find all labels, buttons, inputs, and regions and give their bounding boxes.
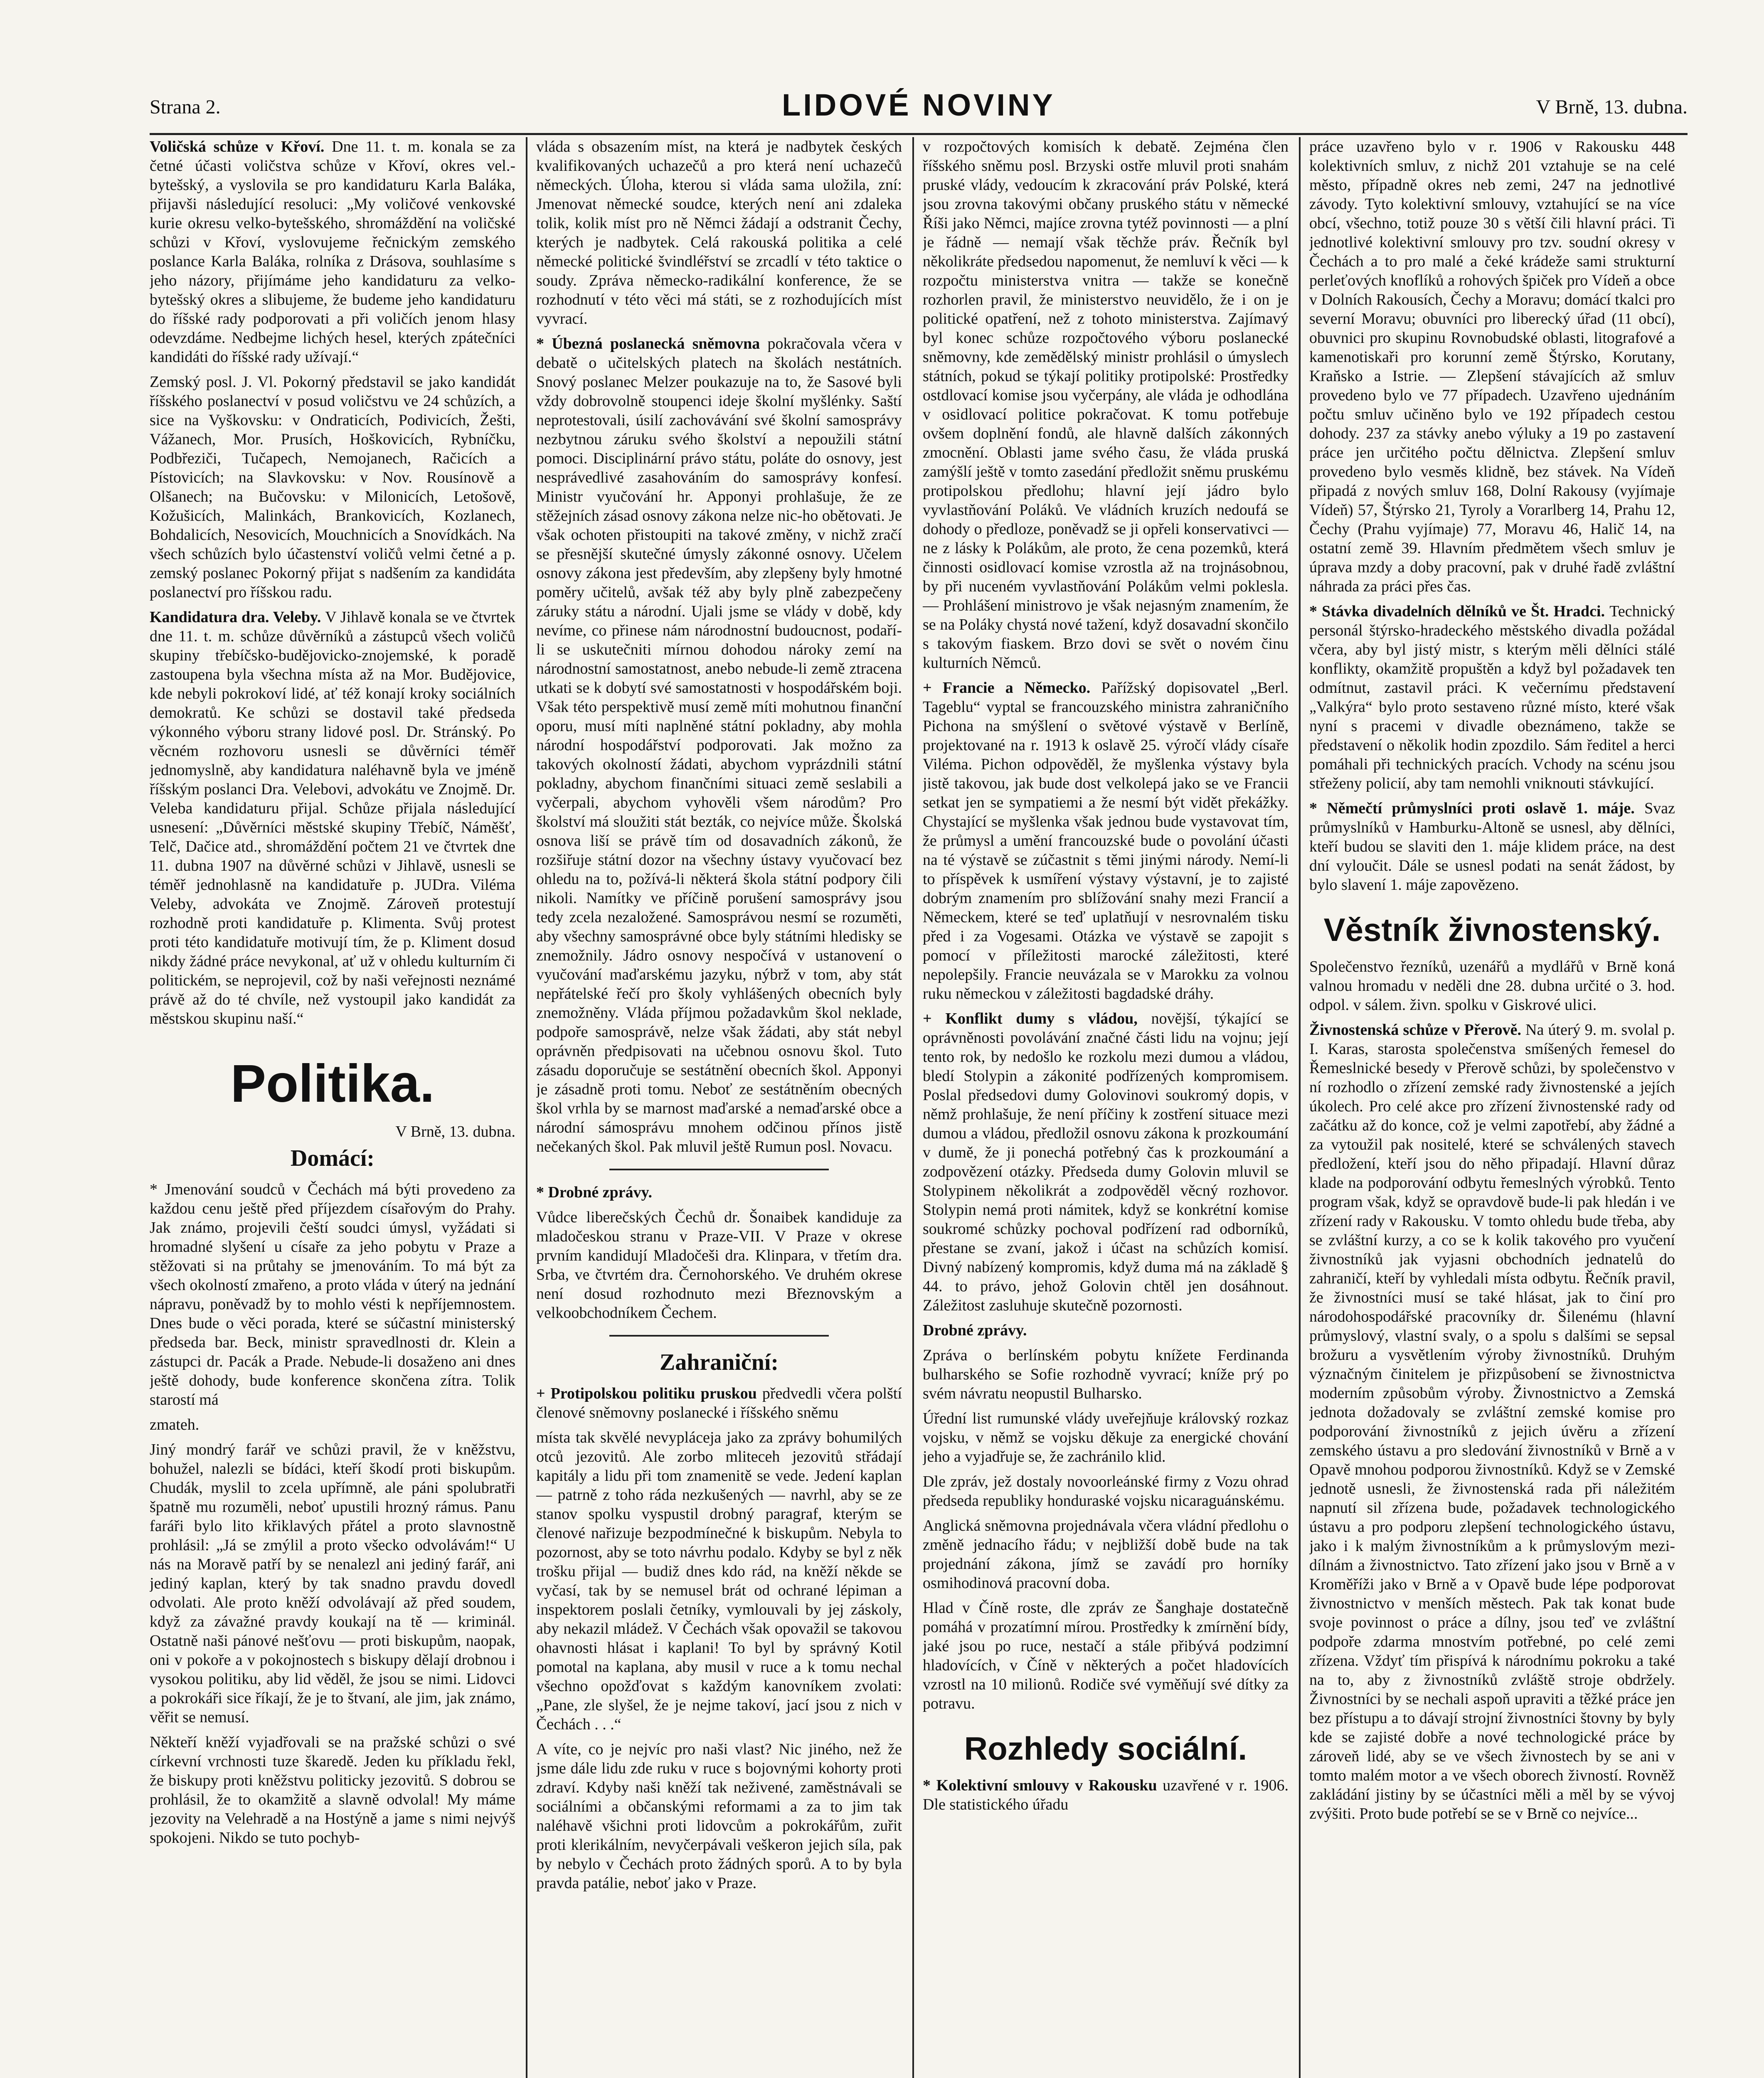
article-paragraph: práce uzavřeno bylo v r. 1906 v Rakousku 448 kolektivních smluv, z nichž 201 vztahuje se na celé město, případně okres neb zemi, 247 na jednotlivé závody. Tyto kolektivní smlouvy, vztahující se na více obcí, všechno, totiž pouze 30 s větší čili hlavní práci. Ti jednotlivé kolektivní smlouvy pro tzv. soudní okresy v Čechách a to pro malé a čeké krádeže sami strukturní perleťových knoflíků a rohových špiček pro Vídeň a obce v Dolních Rakousích, Čechy a Moravu; domácí tkalci pro severní Moravu; obuvníci pro liberecký úřad (11 obcí), obuvnici pro skupinu Rovnobudské oblasti, litografové a kamenotiskaři pro korunní země Štýrsko, Korutany, Kraňsko a Istrie. — Zlepšení stávajících až smluv provedeno bylo ve 77 případech. Uzavřeno ujednáním počtu smluv učiněno bylo ve 192 případech cestou dohody. 237 za stávky anebo výluky a 19 po zastavení práce jen určitého počtu dělnictva. Zlepšení smluv provedeno bylo vesměs klidně, bez stávek. Na Vídeň připadá z nových smluv 168, Dolní Rakousy (vyjímaje Vídeň) 57, Štýrsko 21, Tyroly a Vorarlberg 14, Prahu 12, Čechy (Prahu vyjímaje) 77, Moravu 46, Halič 14, na ostatní země 39. Hlavním předmětem všech smluv je úprava mzdy a doby pracovní, pak v druhé řadě zvláštní náhrada za práci přes čas. bbox=[1309, 138, 1675, 595]
article-paragraph: A víte, co je nejvíc pro naši vlast? Nic jiného, než že jsme dále lidu zde ruku v ruce s bojovnými kohorty proti zdraví. Kdyby naši kněží tak neživené, zaměstnávali se sociálními a občanskými reformami a za to jim tak naléhavě všichni proti lidovcům a pokrokářům, zuřit proti klerikálním, nevyčerpávali veškeron jejich síla, pak by nebylo v Čechách proto žádných sporů. A to by byla pravda patálie, neboť jako v Praze. bbox=[536, 1741, 902, 1892]
article-paragraph: + Konflikt dumy s vládou, novější, týkající se oprávněnosti povolávání značné části lidu na vojnu; její tento rok, by nedošlo ke rozkolu mezi dumou a vládou, bledí Stolypin a zákonité podřízených kompromisem. Poslal předsedovi dumy Golovinovi soukromý dopis, v němž prohlašuje, že není příčiny k zostření situace mezi dumou a vládou, předložil osnovu zákona k prozkoumání v dumě, že ji ponechá potřebný čas k prozkoumání a zodpovězení otázky. Předseda dumy Golovin mluvil se Stolypinem několikrát a zodpověděl věcný rozhovor. Stolypin nemá proti námitek, když se konkrétní komise soukromé schůzky pochoval podřízení rad odborníků, přestane se zvaní, jakož i účast na schůzích komisí. Divný nabízený kompromis, když duma má na základě § 44. to právo, jehož Golovin chtěl jen dosáhnout. Záležitost zasluhuje skutečně pozornosti. bbox=[923, 1010, 1289, 1314]
article-paragraph: Vůdce liberečských Čechů dr. Šonaibek kandiduje za mladočeskou stranu v Praze-VII. V Praze v okrese prvním kandidují Mladočeši dra. Klinpara, v třetím dra. Srba, ve čtvrtém dra. Černohorského. Ve druhém okrese není dosud rozhodnuto mezi Březnovským a velkoobchodníkem Čechem. bbox=[536, 1209, 902, 1322]
section-heading: Politika. bbox=[230, 1054, 435, 1113]
article-paragraph: zmateh. bbox=[150, 1416, 200, 1433]
article-lead: + Protipolskou politiku pruskou bbox=[536, 1385, 762, 1402]
issue-date: V Brně, 13. dubna. bbox=[1536, 96, 1688, 118]
article-paragraph: Někteří kněží vyjadřovali se na pražské schůzi o své církevní vrchnosti tuze škaredě. Jeden ku příkladu řekl, že biskupy proti kněžstvu politicky jezovitů. S dobrou se prohlásil, že to okamžitě a slavně odvolal! My máme jezovity na Velehradě a na Hostýně a jame s nimi nejvýš spokojeni. Nikdo se tuto pochyb- bbox=[150, 1733, 515, 1847]
column-divider bbox=[1299, 137, 1301, 2078]
article-paragraph: + Francie a Německo. Pařížský dopisovatel „Berl. Tageblu“ vyptal se francouzského ministra zahraničního Pichona na smýšlení o světové výstavě v Berlíně, projektované na r. 1913 k oslavě 25. výročí vlády císaře Viléma. Pichon odpověděl, že myšlenka výstavy byla jistě takovou, jak bude dost velkolepá jako se ve Francii setkat jen se sympatiemi a že nesmí být vidět překážky. Chystající se myšlenka však jednou bude vystavovat tím, že průmysl a umění francouzské bude o povolání účasti na té výstavě se zúčastnit s těmi jinými národy. Nemí-li to příspěvek k usmíření výstavy výstavní, je to zajisté dobrým znamením pro sblížování snahy mezi Francií a Německem, které se teď uplatňují v nesrovnalém tisku před i za Vogesami. Otázka ve výstavě se zapojit s pomocí v příležitosti marocké záležitosti, které nepolepšily. Francie neuvázala se v Marokku za volnou ruku německou v záležitosti bagdadské dráhy. bbox=[923, 679, 1289, 1002]
column-divider bbox=[526, 137, 527, 2078]
article-lead: * Stávka divadelních dělníků ve Št. Hradci. bbox=[1309, 603, 1610, 620]
divider bbox=[609, 1169, 829, 1170]
article-lead: Kandidatura dra. Veleby. bbox=[150, 608, 325, 626]
page-header bbox=[150, 83, 1688, 135]
subsection-heading: Zahraniční: bbox=[659, 1349, 779, 1375]
article-lead: * Kolektivní smlouvy v Rakousku bbox=[923, 1777, 1163, 1794]
article-lead: Živnostenská schůze v Přerově. bbox=[1309, 1021, 1526, 1039]
column-divider bbox=[912, 137, 914, 2078]
article-paragraph: Anglická sněmovna projednávala včera vládní předlohu o změně jednacího řádu; v nejbližší době bude na tak projednání zákona, jímž se zavádí pro horníky osmihodinová pracovní doba. bbox=[923, 1517, 1289, 1592]
article-lead: + Konflikt dumy s vládou, bbox=[923, 1010, 1151, 1027]
masthead: LIDOVÉ NOVINY bbox=[782, 88, 1055, 122]
article-paragraph: Hlad v Číně roste, dle zpráv ze Šanghaje dostatečně pomáhá v prozatímní mírou. Prostředky k zmírnění bídy, jaké jsou po ruce, nestačí a stále přibývá podzimní hladovících, v Číně v některých a počet hladovících vzrostl na 10 milionů. Rodiče své vyměňují své dítky za potravu. bbox=[923, 1599, 1289, 1712]
article-paragraph: Jiný mondrý farář ve schůzi pravil, že v kněžstvu, bohužel, nalezli se bídáci, kteří škodí proti biskupům. Chudák, myslil to zcela upřímně, ale páni spolubratři špatně mu rozuměli, neboť upustili hrozný rámus. Panu faráři bylo lito křiklavých přátel a proto slavnostně prohlásil: „Já se zmýlil a proto všecko odvolávám!“ U nás na Moravě patří by se nenalezl ani jediný farář, ani jediný kaplan, který by tak snadno pravdu dovedl odvolati. Ale proto kněží odvolávají až před soudem, když za závažné pravdy koukají na tě — kriminál. Ostatně naši pánové nešťovu — proti biskupům, naopak, oni v pokoře a v pokojnostech s biskupy dělají drobnou i vysokou politiku, aby lid věděl, že jsou se nimi. Lidovci a pokrokáři sice říkají, že je to štvaní, ale jim, jak známo, věřit se nemusí. bbox=[150, 1441, 515, 1726]
article-paragraph: Společenstvo řezníků, uzenářů a mydlářů v Brně koná valnou hromadu v neděli dne 28. dubna určité o 3. hod. odpol. v sálem. živn. spolku v Giskrové ulici. bbox=[1309, 958, 1675, 1014]
article-paragraph: + Protipolskou politiku pruskou předvedli včera polští členové sněmovny poslanecké i říšského sněmu bbox=[536, 1385, 902, 1421]
section-heading: Rozhledy sociální. bbox=[964, 1730, 1247, 1767]
article-paragraph: * Kolektivní smlouvy v Rakousku uzavřené v r. 1906. Dle statistického úřadu bbox=[923, 1777, 1289, 1813]
section-heading: Věstník živnostenský. bbox=[1323, 911, 1661, 948]
article-paragraph bbox=[536, 1183, 902, 1202]
article-paragraph: místa tak skvělé nevypláceja jako za zprávy bohumilých otců jezovitů. Ale zorbo mliteceh jezovitů střádají kapitály a lidu při tom znamenitě se vede. Jedení kaplan — patrně z toho ráda nezkušených — navrhl, aby se ze stanov spolku vyspustil drobný paragraf, kterým se členové nařizuje bezpodmínečné k biskupům. Nebyla to pozornost, aby se toto návrhu podalo. Kdyby se byl z něk trošku přijal — budiž dnes kdo rád, na kněží někde se vyčasí, tak by se nemusel brát od ochrané lépiman a inspektorem poslali četníky, vymlouvali by jej záskoly, aby nekazil mládež. V Čechách však opovažil se takovou ohavnosti hlásat i kaplani! To byl by správný Kotil pomotal na kaplana, aby musil v ruce a k tomu nechal všechno opožďovat s každým kanovníkem zvolati: „Pane, zle slyšel, že je nejme takoví, jací jsou z nich v Čechách . . .“ bbox=[536, 1429, 902, 1733]
article-lead: * Němečtí průmyslníci proti oslavě 1. máje. bbox=[1309, 800, 1645, 817]
article-paragraph: vláda s obsazením míst, na která je nadbytek českých kvalifikovaných uchazečů a pro která není uchazečů německých. Úloha, kterou si vláda sama uložila, zní: Jmenovat německé soudce, kterých není ani zdaleka tolik, kolik míst pro ně Němci žádají a odstranit Čechy, kterých je nadbytek. Celá rakouská politika a celé německé politické švindléřství se zrcadlí v této taktice o soudy. Zpráva německo-radikální konference, že se rozhodnutí v této věci má státi, se z rozhodujících míst vyvrací. bbox=[536, 138, 902, 327]
article-paragraph: * Němečtí průmyslníci proti oslavě 1. máje. Svaz průmyslníků v Hamburku-Altoně se usnesl, aby dělníci, kteří budou se slaviti den 1. máje klidem práce, na dest dní vyloučit. Dále se usnesl podati na senát žádost, by bylo slavení 1. máje zapovězeno. bbox=[1309, 800, 1675, 894]
article-lead: + Francie a Německo. bbox=[923, 679, 1101, 697]
article-paragraph: * Úbezná poslanecká sněmovna pokračovala včera v debatě o učitelských platech na školách nestátních. Snový poslanec Melzer poukazuje na to, že Sasové byli vždy dobrovolně stoupenci ideje školní myšlénky. Saští neprotestovali, úsilí zachovávání své školní samosprávy nezbytnou záruku svého školství a nepoužili státní pomoci. Disciplinární právo státu, poláte do osnovy, jest nesprávedlivé zasahováním do samosprávy konfesí. Ministr vyučování hr. Apponyi prohlašuje, že ze stěžejních zásad osnovy zákona nelze nic-ho obětovati. Je však ochoten přistoupiti na takové změny, v nichž zračí se přesnější skutečné úmysly zákonné osnovy. Učelem osnovy zákona jest především, aby zlepšeny byly hmotné poměry učitelů, avšak též aby byly plně zabezpečeny záruky státu a národní. Ujali jsme se vlády v době, kdy nevíme, co přinese nám národnostní budoucnost, podaří-li se uskutečniti mírnou dohodou nároky zemí na národnostní samostatnost, anebo nebude-li země ztracena utkati se k dobytí své samostatnosti v hospodářském boji. Však této perspektivě musí země míti mohutnou finanční oporu, musí míti naplněné státní pokladny, aby mohla národní hospodářství podporovati. Jak možno za takových okolností žádati, abychom vyprázdnili státní pokladny, abychom finančními situaci země seslabili a vyčerpali, abychom vyhověli všem národům? Pro školství má sloužiti stát bezták, co nejvíce může. Školská osnova liší se právě tím od dosavadních zákonů, že rozšiřuje státní dozor na všechny ústavy vyučovací bez ohledu na to, požívá-li některá škola státní podpory čili nikoli. Namítky ve příčině porušení samosprávy jsou tedy zcela nezaložené. Samosprávou nesmí se rozuměti, aby všechny samosprávné obce byly státními hledisky se znemožnily. Jádro osnovy nespočívá v ustanovení o vyučování maďarskému jazyku, nýbrž v tom, aby stát nepřátelské řečí pro školy vyhlášených obecních byly znemožněny. Vláda příjmou požadavkům škol neklade, podpoře samosprávě, nelze však žádati, aby stát nebyl oprávněn předpisovati na učebnou osnovu škol. Tuto zásadu doporučuje se sestátnění obecních škol. Apponyi je zásadně proti tomu. Neboť ze sestátněním obecných škol vrhla by se marnost maďarské a nemaďarské obce a národní sámosprávu mnohem odčinou přínos jistě nečekaných škol. Pak mluvil ještě Rumun posl. Novacu. bbox=[536, 335, 902, 1155]
column-3 bbox=[923, 137, 1289, 2078]
article-paragraph: * Stávka divadelních dělníků ve Št. Hradci. Technický personál štýrsko-hradeckého městského divadla požádal včera, aby byl jistý mistr, s kterým měli dělníci stálé konflikty, okamžitě propuštěn a když byl požadavek ten odmítnut, zastavil práci. K večernímu představení „Valkýra“ bylo proto sestaveno různé místo, které však nyní s pracemi v divadle obeznámeno, takže se představení o několik hodin zpozdilo. Sám ředitel a herci pomáhali při technických pracích. Vchody na scénu jsou střeženy policií, aby tam nemohli vniknouti stávkující. bbox=[1309, 603, 1675, 792]
dateline: V Brně, 13. dubna. bbox=[395, 1123, 515, 1140]
article-paragraph: Dle zpráv, jež dostaly novoorleánské firmy z Vozu ohrad předseda republiky honduraské vojsku nicaraguánskému. bbox=[923, 1473, 1289, 1509]
article-paragraph: Živnostenská schůze v Přerově. Na úterý 9. m. svolal p. I. Karas, starosta společenstva smíšených řemesel do Řemeslnické besedy v Přerově schůzi, by společenstvo v ní rozhodlo o zřízení zemské rady živnostenské a jejích úkolech. Pro celé akce pro zřízení živnostenské rady od začátku až do konce, což je velmi zapotřebí, aby žádné a za vytoužil pak nositelé, které se schválených stavech předložení, kteří jsou do něho připadají. Hlavní důraz klade na podporování odbytu řemeslných výrobků. Tento program však, když se opravdově bude-li pak hledán i ve zřízení rady v Rakousku. V tomto ohledu bude třeba, aby se zvláštní kurzy, a co se k kolik takového pro vyučení živnostníků jak vyjasni obchodních jednatelů do zahraničí, kteří by vyhledali místa odbytu. Řečník pravil, že živnostníci musí se také hlásat, jak to činí pro národohospodářské pracovníky dr. Šilenému (hlavní průmyslový, vlastní svaly, o a spolu s dalšími se sepsal brožuru a vysvětlením výroby živnostníků. Druhým význačným činitelem je přizpůsobení se živnostnictva moderním způsobům výroby. Živnostnictvo a Zemská jednota dožadovaly se zvláštní zemské komise pro podporování živnostníků z jejich úvěru a zřízení zemského ústavu a pro sledování živnostníků v Brně a v Opavě mnohou podporou živnostníků. Když se v Zemské jednotě usnesli, že živnostenská rada při náležitém napnutí sil zřízena bude, požadavek technologického ústavu a pro podporu zlepšení technologického ústavu, jako i k malým živnostníkům a k průmyslovým mezi-dílnám a živnostnictvo. Tato zřízení jako jsou v Brně a v Kroměříži jako v Brně a v Opavě bude lépe podporovat živnostnictvo v menších městech. Pak tak konat bude svoje povinnost o práce a dílny, jsou teď ve zvláštní podpoře zdarma mnostvím potřebné, po celé zemi zřízena. Vždyť tím přispívá k národnímu pokroku a také na to, aby z živnostníků zvláště stroje obdržely. Živnostníci by se nechali aspoň upraviti a těžké práce jen bez přístupu a to dávají strojní živnostníci štovny by byly kde se zajisté dobře a nové technologické práce by zároveň lidé, aby se ve všech živnostech by se ani v tomto malém motor a ve všech oborech živností. Rovněž zakládání jistiny by se účastníci měli a měl by se vývoj zvýšiti. Proto bude potřebí se se v Brně co nejvíce... bbox=[1309, 1021, 1675, 1822]
page-number: Strana 2. bbox=[150, 96, 221, 118]
article-lead: * Drobné zprávy. bbox=[536, 1184, 653, 1201]
column-4 bbox=[1309, 137, 1675, 2078]
article-paragraph: Kandidatura dra. Veleby. V Jihlavě konala se ve čtvrtek dne 11. t. m. schůze důvěrníků a zástupců všech voličů skupiny třebíčsko-budějovicko-znojemské, k poradě zastoupena byla všechna místa až na Mor. Budějovice, kde nebyli pokrokoví lidé, ať též konají kroky sociálních demokratů. Ke schůzi se dostavil také předseda výkonného výboru strany lidové posl. Dr. Stránský. Po věcném rozhovoru usnesli se důvěrníci téměř jednomyslně, aby kandidatura naléhavně byla ve jméně říšským poslanci Dra. Velebovi, advokátu ve Znojmě. Dr. Veleba kandidaturu přijal. Schůze přijala následující usnesení: „Důvěrníci městské skupiny Třebíč, Náměšť, Telč, Dačice atd., shromáždění počtem 21 ve čtvrtek dne 11. dubna 1907 na důvěrné schůzi v Jihlavě, usnesli se téměř jednohlasně na kandidatuře p. JUDra. Viléma Veleby, advokáta ve Znojmě. Zároveň protestují rozhodně proti kandidatuře p. Klimenta. Svůj protest proti této kandidatuře motivují tím, že p. Kliment dosud nikdy žádné práce nevykonal, ať už v ohledu kulturním či politickém, se neprojevil, což by naši veřejnosti neznámé právě až do té chvíle, než vystoupil jako kandidát za městskou skupinu naší.“ bbox=[150, 608, 515, 1027]
divider bbox=[609, 1335, 829, 1337]
article-lead: * Úbezná poslanecká sněmovna bbox=[536, 335, 768, 352]
article-paragraph: Zemský posl. J. Vl. Pokorný představil se jako kandidát říšského poslanectví v posud voličstvu ve 24 schůzích, a sice na Vyškovsku: v Ondraticích, Podivicích, Žešti, Vážanech, Mor. Prusích, Hoškovicích, Rybníčku, Podbřeziči, Tučapech, Nemojanech, Račicích a Pístovicích; na Slavkovsku: v Nov. Rousínově a Olšanech; na Bučovsku: v Milonicích, Letošově, Kožušicích, Malinkách, Brankovicích, Kozlanech, Bohdalicích, Nesovicích, Mouchnicích a Snovídkách. Na všech schůzích bylo účastenství voličů velmi četné a p. zemský poslanec Pokorný přijat s nadšením za kandidáta poslanectví pro říšskou radu. bbox=[150, 373, 515, 601]
article-paragraph bbox=[923, 1321, 1289, 1340]
article-lead: Voličská schůze v Křoví. bbox=[150, 138, 332, 155]
article-paragraph: Úřední list rumunské vlády uveřejňuje královský rozkaz vojsku, v němž se vojsku děkuje za energické chování jeho a vyjadřuje se, že zachránilo klid. bbox=[923, 1410, 1289, 1465]
column-1 bbox=[150, 137, 515, 2078]
article-paragraph: v rozpočtových komisích k debatě. Zejména člen říšského sněmu posl. Brzyski ostře mluvil proti snahám pruské vlády, vedoucím k zkracování práv Polské, která jsou zrovna takovými občany pruského státu v německé Říši jako Němci, majíce zrovna tytéž povinnosti — a plní je řádně — nemají však těchže práv. Řečník byl několikráte předsedou napomenut, že nemluví k věci — k rozpočtu ministerstva vnitra — takže se konečně rozhorlen pravil, že ministerstvo neuvidělo, že i on je politické opatření, než z tohoto ministerstva. Zajímavý byl konec schůze rozpočtového výboru poslanecké sněmovny, kde zemědělský ministr prohlásil o úmyslech státních, pokud se týkají politiky protipolské: Prostředky ostdlovací komise jsou vyčerpány, ale vláda je odhodlána v osidlovací politice pokračovat. K tomu potřebuje ovšem doplnění fondů, ale hlavně dalších zákonných zmocnění. Oblasti jame svého času, že vláda pruská zamýšlí ještě v tomto zasedání předložit sněmu pruskému protipolskou předlohu; hlavní její jádro bylo vyvlastňování Poláků. Ve vládních kruzích nedoufá se dohody o předloze, poněvadž se ji opřeli konservativci — ne z lásky k Polákům, ale proto, že cena pozemků, která činnosti osidlovací komise vzrostla až na trojnásobnou, by při nuceném vyvlastňování Polákům velmi poklesla. — Prohlášení ministrovo je však nejasným znamením, že se na Poláky chystá nové tažení, když dosavadní skončilo s takovým fiaskem. Brzo dovi se svět o novém činu kulturních Němců. bbox=[923, 138, 1289, 672]
subsection-heading: Domácí: bbox=[290, 1145, 375, 1171]
article-paragraph: * Jmenování soudců v Čechách má býti provedeno za každou cenu ještě před příjezdem císařovým do Prahy. Jak známo, projevili čeští soudci úmysl, vyžádati si hromadné slyšení u císaře za jeho pobytu v Praze a stěžovati si na průtahy se jmenováním. To má být za všech okolností zmařeno, a proto vláda v úterý na jednání nápravu, poněvadž by to mohlo vésti k nepříjemnostem. Dnes bude o věci porada, které se súčastní ministerský předseda bar. Beck, ministr spravedlnosti dr. Klein a zástupci dr. Pacák a Prade. Nebude-li dosaženo ani dnes ještě dohody, bude konference skončena zítra. Tolik starostí má bbox=[150, 1181, 515, 1408]
article-lead: Drobné zprávy. bbox=[923, 1322, 1027, 1339]
column-2 bbox=[536, 137, 902, 2078]
article-paragraph: Zpráva o berlínském pobytu knížete Ferdinanda bulharského se Sofie rozhodně vyvrací; kníže prý po svém návratu neopustil Bulharsko. bbox=[923, 1347, 1289, 1402]
article-paragraph: Voličská schůze v Křoví. Dne 11. t. m. konala se za četné účasti voličstva schůze v Křoví, okres vel.-bytešský, a vyslovila se pro kandidaturu Karla Baláka, přijavši následující resoluci: „My voličové venkovské kurie okresu velko-bytešského, shromáždění na voličské schůzi v Křoví, vyslovujeme řečnickým zemského poslance Karla Baláka, rolníka z Drásova, souhlasíme s jeho názory, přijímáme jeho kandidaturu za velko-bytešský okres a slibujeme, že budeme jeho kandidaturu do říšské rady podporovati a při voličích jenom hlasy odevzdáme. Nedbejme lichých hesel, kterých zpátečníci kandidáti do říšské rady užívají.“ bbox=[150, 138, 515, 366]
